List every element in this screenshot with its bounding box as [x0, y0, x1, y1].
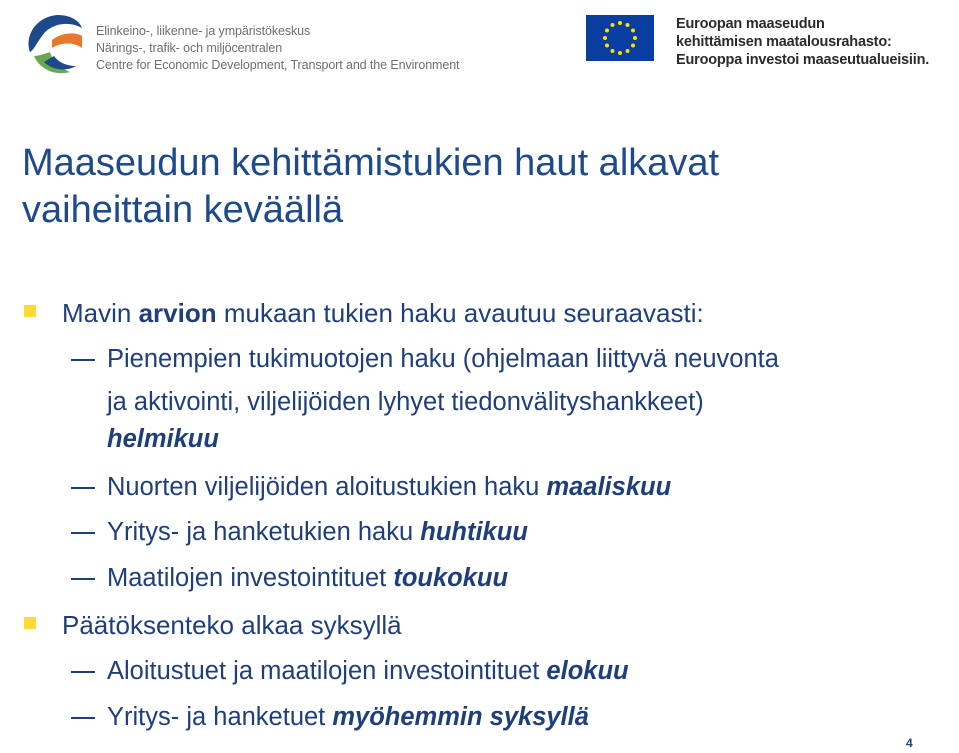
bullet-paatoksenteko	[62, 608, 402, 642]
sub-item-text: Aloitustuet ja maatilojen investointituet	[107, 657, 547, 685]
sub-item-text: Yritys- ja hanketuet	[107, 703, 333, 731]
sub-item-maatilojen	[107, 562, 508, 595]
sub-item-emphasis: helmikuu	[107, 425, 219, 453]
sub-item-nuorten	[107, 471, 671, 504]
header	[0, 0, 959, 90]
dash-bullet-icon	[71, 671, 95, 673]
ely-organization-name	[96, 23, 459, 74]
sub-item-emphasis: maaliskuu	[546, 473, 672, 501]
dash-bullet-icon	[71, 578, 95, 580]
dash-bullet-icon	[71, 487, 95, 489]
square-bullet-icon	[24, 617, 36, 629]
sub-item-yritys-hanketukien	[107, 516, 528, 549]
sub-item-text: Yritys- ja hanketukien haku	[107, 518, 421, 546]
bullet-text-pre: Mavin	[62, 298, 139, 328]
sub-item-text: Pienempien tukimuotojen haku (ohjelmaan liittyvä neuvonta	[107, 345, 779, 373]
dash-bullet-icon	[71, 532, 95, 534]
slide-title-line-1: Maaseudun kehittämistukien haut alkavat	[22, 142, 720, 184]
dash-bullet-icon	[71, 359, 95, 361]
eu-fund-name	[676, 15, 929, 69]
square-bullet-icon	[24, 305, 36, 317]
sub-item-yritys-hanketuet	[107, 701, 589, 734]
sub-item-text: Nuorten viljelijöiden aloitustukien haku	[107, 473, 547, 501]
sub-item-pienempien-line-2	[107, 386, 704, 419]
slide-title-line-2: vaiheittain keväällä	[22, 189, 344, 231]
sub-item-aloitustuet	[107, 655, 629, 688]
slide-title	[22, 140, 719, 234]
sub-item-text: ja aktivointi, viljelijöiden lyhyet tiedonvälityshankkeet)	[107, 388, 704, 416]
eu-fund-line-1: Euroopan maaseudun	[676, 16, 825, 32]
ely-name-en: Centre for Economic Development, Transport and the Environment	[96, 58, 460, 72]
dash-bullet-icon	[71, 717, 95, 719]
eu-flag-icon	[586, 15, 654, 61]
bullet-mavin-arvio	[62, 296, 704, 330]
page-number: 4	[906, 736, 913, 750]
eu-fund-line-2: kehittämisen maatalousrahasto:	[676, 34, 892, 50]
ely-logo-icon	[22, 12, 84, 78]
sub-item-pienempien-line-1	[107, 343, 779, 376]
sub-item-emphasis: huhtikuu	[420, 518, 528, 546]
bullet-text: Päätöksenteko alkaa syksyllä	[62, 610, 402, 640]
sub-item-emphasis: myöhemmin syksyllä	[332, 703, 589, 731]
ely-name-fi: Elinkeino-, liikenne- ja ympäristökeskus	[96, 24, 311, 38]
sub-item-emphasis: toukokuu	[393, 564, 509, 592]
bullet-text-bold: arvion	[138, 298, 217, 328]
sub-item-text: Maatilojen investointituet	[107, 564, 394, 592]
ely-name-sv: Närings-, trafik- och miljöcentralen	[96, 41, 283, 55]
sub-item-emphasis: elokuu	[546, 657, 629, 685]
sub-item-pienempien-line-3	[107, 423, 219, 456]
bullet-text-post: mukaan tukien haku avautuu seuraavasti:	[216, 298, 704, 328]
eu-fund-line-3: Eurooppa investoi maaseutualueisiin.	[676, 52, 930, 68]
